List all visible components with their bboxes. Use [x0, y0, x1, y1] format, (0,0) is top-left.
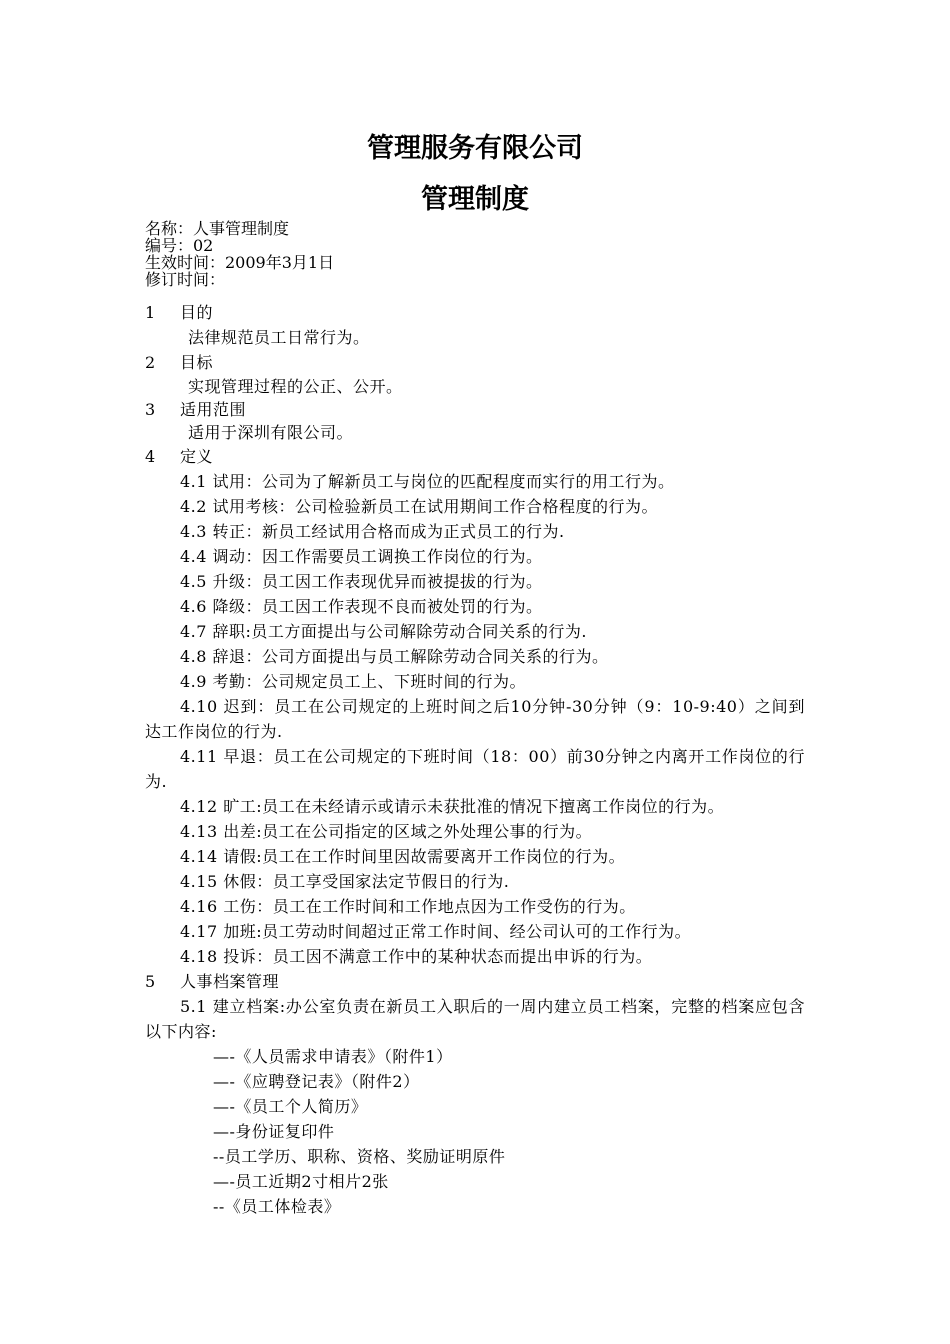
- document-title: 管理制度: [421, 184, 529, 215]
- definition-item: 4.6 降级：员工因工作表现不良而被处罚的行为。: [180, 597, 543, 616]
- section-heading-1: 1 目的: [145, 303, 214, 322]
- archive-list-item: —-《员工个人简历》: [213, 1097, 368, 1116]
- definition-item: 4.10 迟到：员工在公司规定的上班时间之后10分钟-30分钟（9：10-9:40）之间到达工作岗位的行为.: [145, 697, 805, 741]
- archive-intro: 5.1 建立档案:办公室负责在新员工入职后的一周内建立员工档案，完整的档案应包含以下内容:: [145, 997, 805, 1041]
- definition-item: 4.4 调动：因工作需要员工调换工作岗位的行为。: [180, 547, 543, 566]
- definition-item: 4.15 休假：员工享受国家法定节假日的行为.: [180, 872, 510, 891]
- archive-list-item: —-员工近期2寸相片2张: [213, 1172, 389, 1191]
- section-body-1: 法律规范员工日常行为。: [188, 328, 370, 347]
- meta-number: 编号：02: [145, 236, 214, 255]
- definition-item: 4.1 试用：公司为了解新员工与岗位的匹配程度而实行的用工行为。: [180, 472, 675, 491]
- archive-list-item: —-身份证复印件: [213, 1122, 335, 1141]
- definition-item: 4.17 加班:员工劳动时间超过正常工作时间、经公司认可的工作行为。: [180, 922, 692, 941]
- definition-item: 4.8 辞退：公司方面提出与员工解除劳动合同关系的行为。: [180, 647, 609, 666]
- definition-item: 4.5 升级：员工因工作表现优异而被提拔的行为。: [180, 572, 543, 591]
- definition-item: 4.9 考勤：公司规定员工上、下班时间的行为。: [180, 672, 527, 691]
- section-heading-5: 5 人事档案管理: [145, 972, 280, 991]
- definition-item: 4.16 工伤：员工在工作时间和工作地点因为工作受伤的行为。: [180, 897, 636, 916]
- archive-list-item: —-《应聘登记表》（附件2）: [213, 1072, 420, 1091]
- definition-item: 4.12 旷工:员工在未经请示或请示未获批准的情况下擅离工作岗位的行为。: [180, 797, 725, 816]
- section-heading-4: 4 定义: [145, 447, 214, 466]
- archive-list-item: --员工学历、职称、资格、奖励证明原件: [213, 1147, 506, 1166]
- section-heading-3: 3 适用范围: [145, 400, 247, 419]
- document-meta: [145, 220, 334, 288]
- definition-item: 4.11 早退：员工在公司规定的下班时间（18：00）前30分钟之内离开工作岗位的行为.: [145, 747, 805, 791]
- definition-item: 4.2 试用考核：公司检验新员工在试用期间工作合格程度的行为。: [180, 497, 659, 516]
- document-body: [145, 300, 805, 1219]
- definition-item: 4.18 投诉：员工因不满意工作中的某种状态而提出申诉的行为。: [180, 947, 653, 966]
- definition-item: 4.3 转正：新员工经试用合格而成为正式员工的行为.: [180, 522, 565, 541]
- archive-list-item: —-《人员需求申请表》（附件1）: [213, 1047, 453, 1066]
- archive-list-item: --《员工体检表》: [213, 1197, 341, 1216]
- meta-effective-date: 生效时间：2009年3月1日: [145, 253, 335, 272]
- section-heading-2: 2 目标: [145, 353, 214, 372]
- definition-item: 4.7 辞职:员工方面提出与公司解除劳动合同关系的行为.: [180, 622, 588, 641]
- meta-name: 名称：人事管理制度: [145, 219, 290, 238]
- definition-item: 4.13 出差:员工在公司指定的区域之外处理公事的行为。: [180, 822, 593, 841]
- company-title: 管理服务有限公司: [367, 133, 583, 164]
- meta-revision-date: 修订时间：: [145, 270, 226, 289]
- section-body-3: 适用于深圳有限公司。: [188, 423, 354, 442]
- section-body-2: 实现管理过程的公正、公开。: [188, 377, 403, 396]
- definition-item: 4.14 请假:员工在工作时间里因故需要离开工作岗位的行为。: [180, 847, 626, 866]
